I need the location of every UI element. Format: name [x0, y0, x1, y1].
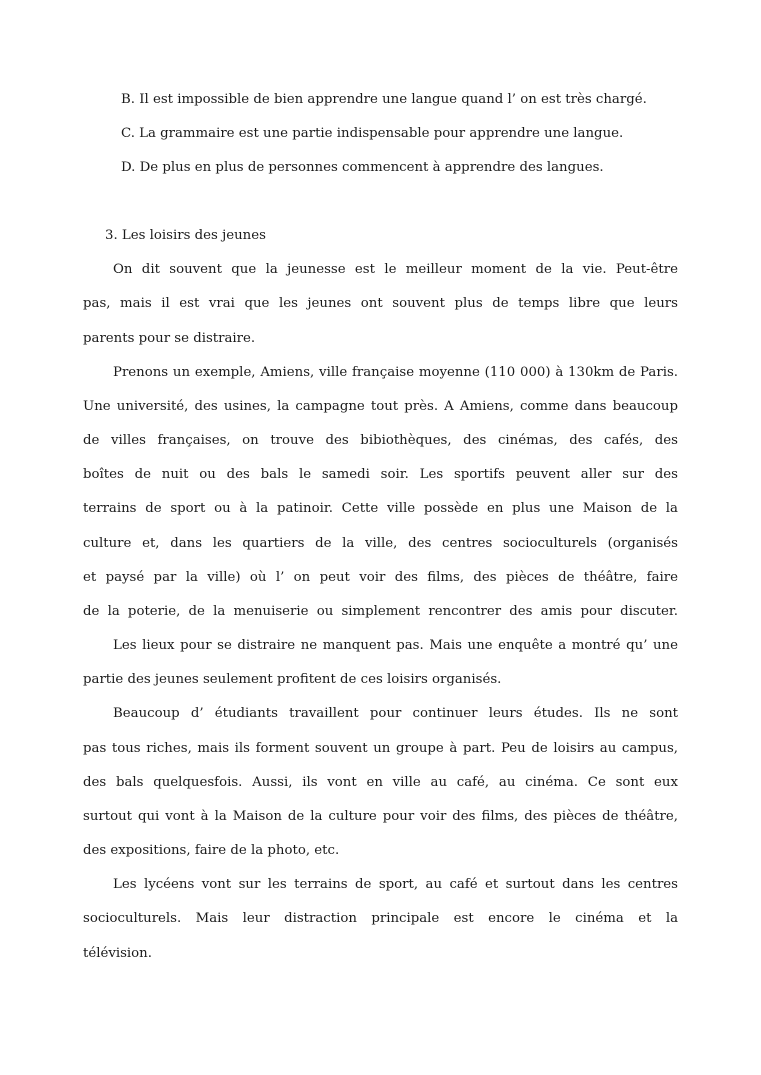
paragraph-line: On dit souvent que la jeunesse est le meilleur moment de la vie. Peut-être	[113, 262, 678, 277]
paragraph-line: terrains de sport ou à la patinoir. Cette ville possède en plus une Maison de la	[83, 501, 678, 516]
option-b: B. Il est impossible de bien apprendre une langue quand l’ on est très chargé.	[121, 92, 647, 107]
paragraph-line: socioculturels. Mais leur distraction principale est encore le cinéma et la	[83, 911, 678, 926]
paragraph-line: de villes françaises, on trouve des bibiothèques, des cinémas, des cafés, des	[83, 433, 678, 448]
paragraph-line: surtout qui vont à la Maison de la culture pour voir des films, des pièces de théâtre,	[83, 809, 678, 824]
paragraph-line: partie des jeunes seulement profitent de ces loisirs organisés.	[83, 672, 502, 687]
paragraph-line: des expositions, faire de la photo, etc.	[83, 843, 340, 858]
paragraph-line: Une université, des usines, la campagne tout près. A Amiens, comme dans beaucoup	[83, 399, 678, 414]
option-d: D. De plus en plus de personnes commencent à apprendre des langues.	[121, 160, 604, 175]
paragraph-line: parents pour se distraire.	[83, 331, 256, 346]
paragraph-line: pas tous riches, mais ils forment souvent un groupe à part. Peu de loisirs au campus,	[83, 741, 678, 756]
paragraph-line: pas, mais il est vrai que les jeunes ont souvent plus de temps libre que leurs	[83, 296, 678, 311]
paragraph-line: des bals quelquesfois. Aussi, ils vont en ville au café, au cinéma. Ce sont eux	[83, 775, 678, 790]
paragraph-line: télévision.	[83, 946, 152, 961]
paragraph-line: Prenons un exemple, Amiens, ville française moyenne (110 000) à 130km de Paris.	[113, 365, 678, 380]
paragraph-line: Les lieux pour se distraire ne manquent pas. Mais une enquête a montré qu’ une	[113, 638, 678, 653]
paragraph-line: Les lycéens vont sur les terrains de sport, au café et surtout dans les centres	[113, 877, 678, 892]
paragraph-line: culture et, dans les quartiers de la ville, des centres socioculturels (organisés	[83, 536, 678, 551]
section-title: 3. Les loisirs des jeunes	[105, 228, 266, 243]
paragraph-line: et paysé par la ville) où l’ on peut voir des films, des pièces de théâtre, faire	[83, 570, 678, 585]
paragraph-line: Beaucoup d’ étudiants travaillent pour continuer leurs études. Ils ne sont	[113, 706, 678, 721]
option-c: C. La grammaire est une partie indispensable pour apprendre une langue.	[121, 126, 624, 141]
paragraph-line: boîtes de nuit ou des bals le samedi soir. Les sportifs peuvent aller sur des	[83, 467, 678, 482]
paragraph-line: de la poterie, de la menuiserie ou simplement rencontrer des amis pour discuter.	[83, 604, 678, 619]
